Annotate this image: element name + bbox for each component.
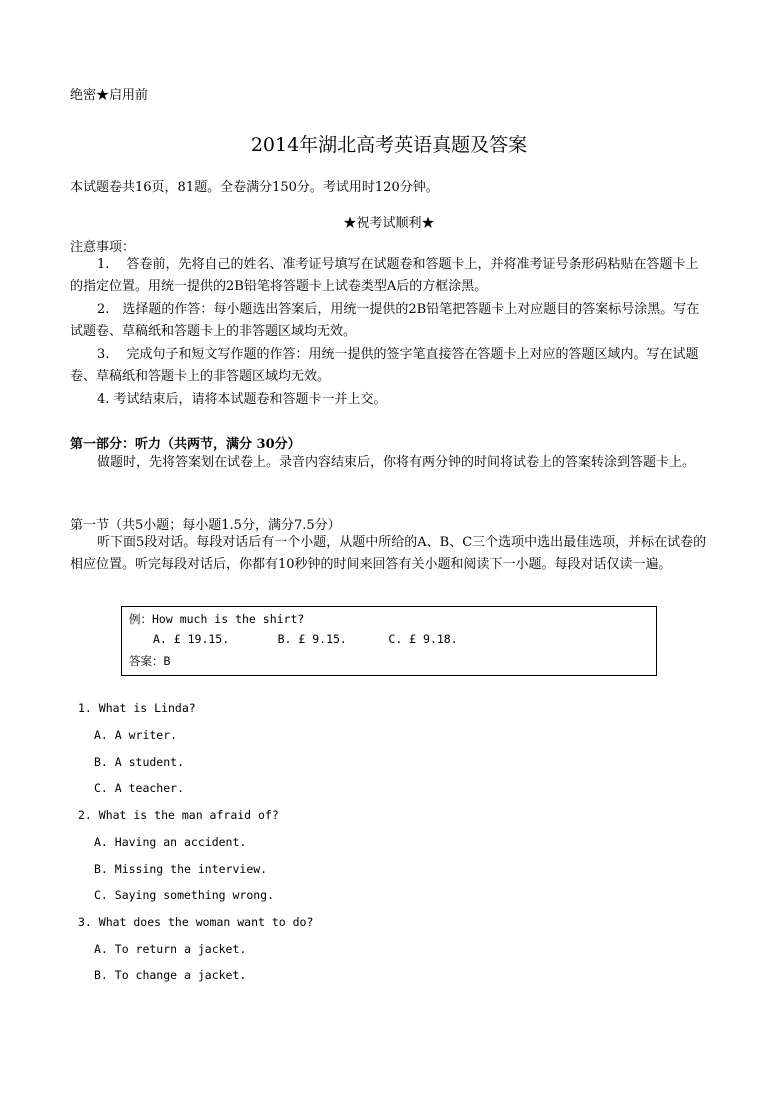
question-3-option-b: B. To change a jacket.: [94, 968, 247, 982]
question-2-option-a: A. Having an accident.: [94, 835, 247, 849]
note-item-1: 1. 答卷前，先将自己的姓名、准考证号填写在试题卷和答题卡上，并将准考证号条形码粘贴在答题卡上的指定位置。用统一提供的2B铅笔将答题卡上试卷类型A后的方框涂黑。: [70, 257, 699, 294]
question-2: 2. What is the man afraid of?: [78, 808, 279, 822]
note-item-3: 3. 完成句子和短文写作题的作答：用统一提供的签字笔直接答在答题卡上对应的答题区域内。写在试题卷、草稿纸和答题卡上的非答题区域均无效。: [70, 347, 699, 384]
confidential-label: 绝密★启用前: [70, 88, 149, 103]
question-1-option-c: C. A teacher.: [94, 781, 185, 795]
note-item-4: 4. 考试结束后，请将本试题卷和答题卡一并上交。: [97, 392, 387, 407]
question-2-option-c: C. Saying something wrong.: [94, 888, 275, 902]
example-answer: 答案：B: [129, 654, 171, 668]
part1-instructions: 做题时，先将答案划在试卷上。录音内容结束后，你将有两分钟的时间将试卷上的答案转涂到答题卡上。: [97, 455, 696, 470]
section1-instructions: 听下面5段对话。每段对话后有一个小题，从题中所给的A、B、C三个选项中选出最佳选项，并标在试卷的相应位置。听完每段对话后，你都有10秒钟的时间来回答有关小题和阅读下一小题。每段对话仅读一遍。: [70, 535, 707, 572]
question-3: 3. What does the woman want to do?: [78, 915, 314, 929]
part1-title: 第一部分：听力（共两节，满分 30分）: [70, 437, 301, 452]
section1-title: 第一节（共5小题；每小题1.5分，满分7.5分）: [70, 518, 341, 533]
good-luck-line: ★祝考试顺利★: [343, 216, 435, 231]
question-1-option-a: A. A writer.: [94, 728, 178, 742]
example-question: 例：How much is the shirt?: [129, 612, 305, 626]
question-1: 1. What is Linda?: [78, 701, 196, 715]
note-item-2: 2. 选择题的作答：每小题选出答案后，用统一提供的2B铅笔把答题卡上对应题目的答案标号涂黑。写在试题卷、草稿纸和答题卡上的非答题区域均无效。: [70, 302, 700, 339]
notes-title: 注意事项：: [70, 240, 136, 255]
question-3-option-a: A. To return a jacket.: [94, 942, 247, 956]
example-box: [121, 606, 657, 676]
exam-intro: 本试题卷共16页，81题。全卷满分150分。考试用时120分钟。: [70, 180, 439, 195]
question-2-option-b: B. Missing the interview.: [94, 862, 268, 876]
question-1-option-b: B. A student.: [94, 755, 185, 769]
example-options: A. £ 19.15. B. £ 9.15. C. £ 9.18.: [153, 632, 458, 646]
page-title: 2014年湖北高考英语真题及答案: [250, 134, 528, 156]
